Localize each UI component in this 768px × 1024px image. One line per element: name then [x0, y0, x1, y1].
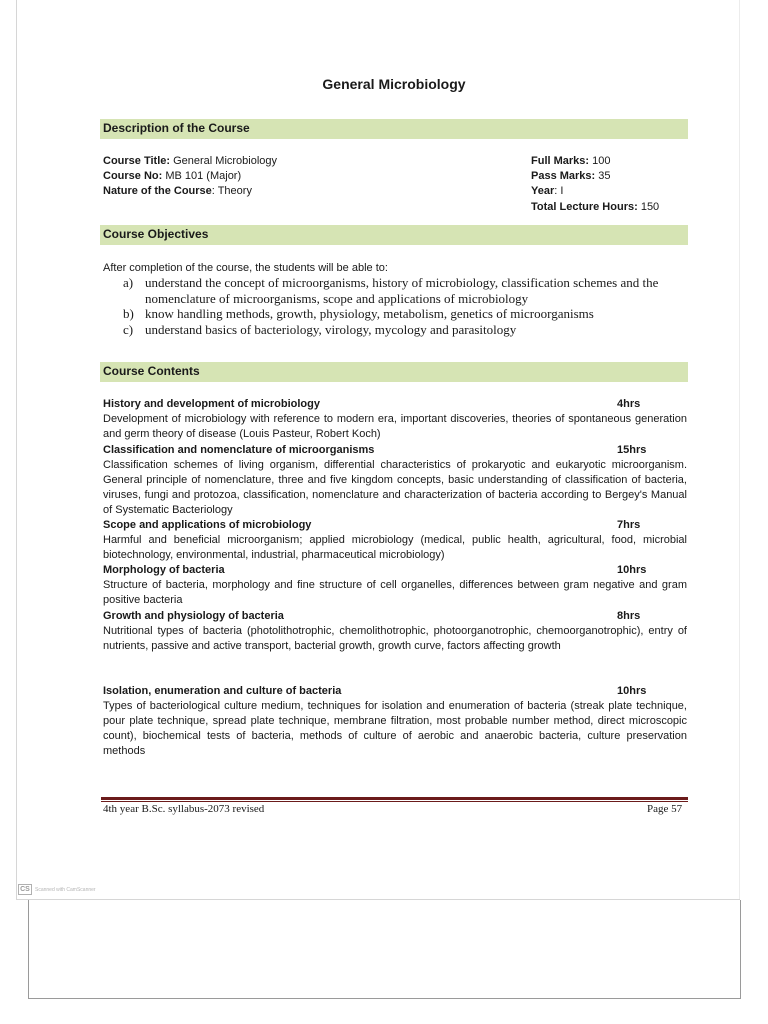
topic-body: Structure of bacteria, morphology and fine structure of cell organelles, differences between gram negative and gram positive bacteria [103, 579, 687, 606]
course-title-row [103, 154, 277, 169]
topic-heading [103, 684, 687, 699]
topic-title: Growth and physiology of bacteria [103, 610, 284, 622]
objective-text: understand basics of bacteriology, virology, mycology and parasitology [145, 321, 517, 337]
footer-syllabus-label: 4th year B.Sc. syllabus-2073 revised [103, 803, 265, 815]
section-bar-description [100, 119, 688, 139]
full-marks-row [531, 154, 611, 169]
full-marks-label: Full Marks: [531, 155, 590, 167]
course-no-label: Course No: [103, 170, 163, 182]
course-nature-value: : Theory [211, 185, 252, 197]
topic-heading [103, 443, 687, 458]
course-title-label: Course Title: [103, 155, 171, 167]
footer-page-number: Page 57 [647, 803, 683, 815]
next-page-frame [28, 900, 741, 999]
topic-hours: 8hrs [617, 610, 641, 622]
objectives-intro: After completion of the course, the students will be able to: [103, 262, 388, 274]
course-no-value: MB 101 (Major) [162, 170, 242, 182]
topic-history [103, 397, 687, 442]
year-value: : I [554, 185, 564, 197]
year-label: Year [531, 185, 555, 197]
topic-body: Classification schemes of living organism, differential characteristics of prokaryotic and eukaryotic microorganism. General principle of nomenclature, three and five kingdom concepts, basic understanding of classification of bacteria, viruses, fungi and protozoa, classification, nomenclature and characterization of bacteria according to Bergey's Manual of Systematic Bacteriology [103, 459, 687, 516]
footer-rule [101, 797, 688, 800]
topic-heading [103, 518, 687, 533]
lecture-hours-row [531, 200, 659, 215]
topic-body: Nutritional types of bacteria (photolithotrophic, chemolithotrophic, photoorganotrophic, chemoorganotrophic), entry of nutrients, passive and active transport, bacterial growth, growth curve, factors affecting growth [103, 625, 687, 652]
topic-title: History and development of microbiology [103, 398, 320, 410]
topic-classification [103, 443, 687, 518]
objective-marker: c) [123, 321, 134, 337]
document-title: General Microbiology [322, 76, 466, 92]
course-title-value: General Microbiology [170, 155, 278, 167]
section-bar-objectives [100, 225, 688, 245]
section-bar-contents [100, 362, 688, 382]
objective-text: know handling methods, growth, physiology, metabolism, genetics of microorganisms [145, 306, 594, 321]
topic-scope [103, 518, 687, 563]
course-nature-row [103, 184, 252, 199]
year-row [531, 184, 563, 199]
topic-hours: 15hrs [617, 444, 647, 456]
lecture-hours-label: Total Lecture Hours: [531, 201, 638, 213]
topic-heading [103, 563, 687, 578]
topic-heading [103, 609, 687, 624]
topic-morphology [103, 563, 687, 608]
topic-heading [103, 397, 687, 412]
objective-item-b [123, 306, 688, 322]
section-title-objectives: Course Objectives [103, 227, 209, 241]
camscanner-logo-icon: CS [18, 884, 32, 895]
footer-rule-thin [101, 801, 688, 802]
topic-hours: 10hrs [617, 685, 647, 697]
topic-hours: 10hrs [617, 564, 647, 576]
page-border-left [16, 0, 17, 900]
topic-body: Development of microbiology with reference to modern era, important discoveries, theories of spontaneous generation and germ theory of disease (Louis Pasteur, Robert Koch) [103, 413, 687, 440]
objective-item-c [123, 322, 688, 338]
objective-marker: b) [123, 306, 134, 321]
objective-item-a [123, 275, 688, 306]
objective-marker: a) [123, 275, 134, 290]
topic-hours: 7hrs [617, 519, 641, 531]
full-marks-value: 100 [589, 155, 611, 167]
pass-marks-label: Pass Marks: [531, 170, 596, 182]
topic-growth [103, 609, 687, 654]
lecture-hours-value: 150 [637, 201, 660, 213]
topic-title: Isolation, enumeration and culture of bacteria [103, 685, 342, 697]
objectives-list [123, 275, 688, 337]
objective-text: understand the concept of microorganisms, history of microbiology, classification schemes and the nomenclature of microorganisms, scope and applications of microbiology [145, 275, 659, 306]
topic-title: Morphology of bacteria [103, 564, 225, 576]
page-border-right [739, 0, 740, 900]
pass-marks-value: 35 [595, 170, 611, 182]
topic-title: Scope and applications of microbiology [103, 519, 312, 531]
topic-body: Harmful and beneficial microorganism; applied microbiology (medical, public health, agricultural, food, microbial biotechnology, environmental, industrial, pharmaceutical microbiology) [103, 534, 687, 561]
topic-title: Classification and nomenclature of microorganisms [103, 444, 375, 456]
camscanner-watermark: Scanned with CamScanner [35, 887, 96, 893]
topic-isolation [103, 684, 687, 759]
section-title-description: Description of the Course [103, 121, 250, 135]
pass-marks-row [531, 169, 611, 184]
course-no-row [103, 169, 241, 184]
section-title-contents: Course Contents [103, 364, 200, 378]
course-nature-label: Nature of the Course [103, 185, 212, 197]
topic-body: Types of bacteriological culture medium, techniques for isolation and enumeration of bacteria (streak plate technique, pour plate technique, spread plate technique, membrane filtration, most probable number method, direct microscopic count), biochemical tests of bacteria, methods of culture of aerobic and anaerobic bacteria, culture preservation methods [103, 700, 687, 757]
topic-hours: 4hrs [617, 398, 641, 410]
